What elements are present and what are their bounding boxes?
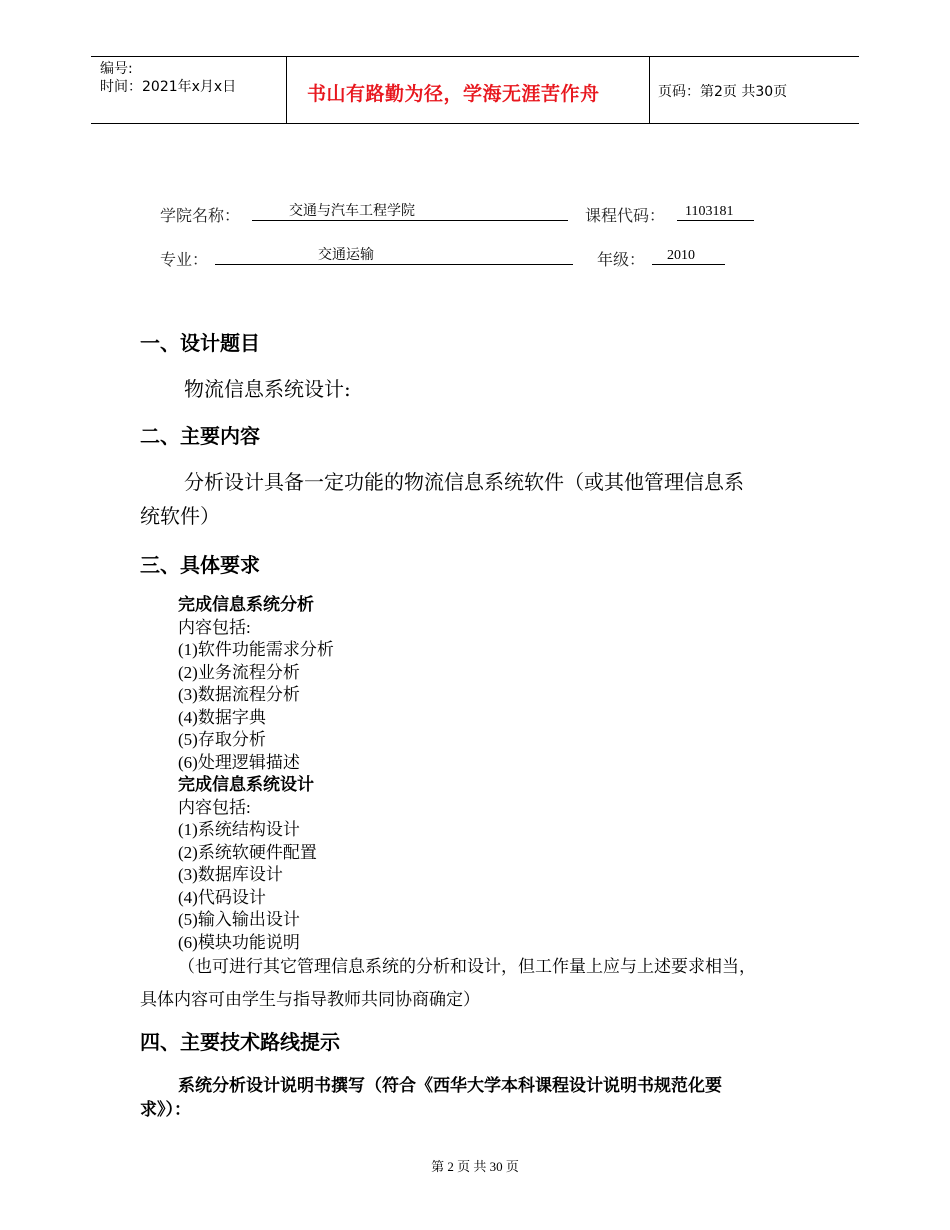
college-field <box>252 202 568 221</box>
college-label: 学院名称： <box>160 206 241 225</box>
course-code-value: 1103181 <box>685 204 734 219</box>
section-4-title: 四、主要技术路线提示 <box>140 1030 340 1054</box>
major-label: 专业： <box>160 250 209 269</box>
list-item: (2)业务流程分析 <box>178 662 300 682</box>
design-intro: 内容包括: <box>178 797 251 817</box>
grade-value: 2010 <box>667 248 695 263</box>
major-field <box>215 246 573 265</box>
analysis-intro: 内容包括: <box>178 617 251 637</box>
list-item: (6)处理逻辑描述 <box>178 752 300 772</box>
number-label: 编号: <box>100 61 133 77</box>
document-header <box>91 56 859 124</box>
time-label: 时间：2021年x月x日 <box>100 79 237 95</box>
requirements-note-line2: 具体内容可由学生与指导教师共同协商确定） <box>140 990 480 1009</box>
section-4-text-line1: 系统分析设计说明书撰写（符合《西华大学本科课程设计说明书规范化要 <box>178 1076 722 1096</box>
header-motto-cell <box>287 57 650 123</box>
college-value: 交通与汽车工程学院 <box>289 204 415 219</box>
section-4-text-line2: 求》）： <box>140 1100 191 1120</box>
list-item: (2)系统软硬件配置 <box>178 842 317 862</box>
page-footer: 第 2 页 共 30 页 <box>431 1159 519 1174</box>
section-2-text-line2: 统软件） <box>140 504 220 528</box>
list-item: (3)数据流程分析 <box>178 685 300 704</box>
list-item: (5)存取分析 <box>178 730 266 749</box>
list-item: (1)软件功能需求分析 <box>178 640 334 659</box>
header-page-info: 页码：第2页 共30页 <box>658 84 788 100</box>
section-3-title: 三、具体要求 <box>140 553 260 577</box>
grade-field <box>652 246 725 265</box>
motto-text: 书山有路勤为径，学海无涯苦作舟 <box>307 83 600 105</box>
section-2-title: 二、主要内容 <box>140 424 260 448</box>
course-code-label: 课程代码： <box>585 206 666 225</box>
requirements-note-line1: （也可进行其它管理信息系统的分析和设计，但工作量上应与上述要求相当， <box>178 957 756 976</box>
section-1-title: 一、设计题目 <box>140 331 260 355</box>
header-page-cell <box>650 57 859 123</box>
design-title: 完成信息系统设计 <box>178 775 314 795</box>
section-1-text: 物流信息系统设计: <box>184 377 351 401</box>
header-meta-cell <box>91 57 287 123</box>
list-item: (3)数据库设计 <box>178 865 283 884</box>
list-item: (4)数据字典 <box>178 707 266 727</box>
analysis-title: 完成信息系统分析 <box>178 595 314 615</box>
requirements-list <box>178 594 334 954</box>
list-item: (1)系统结构设计 <box>178 820 300 839</box>
section-2-text-line1: 分析设计具备一定功能的物流信息系统软件（或其他管理信息系 <box>184 470 744 494</box>
course-code-field <box>677 202 754 221</box>
list-item: (6)模块功能说明 <box>178 932 300 952</box>
major-value: 交通运输 <box>318 248 374 263</box>
list-item: (5)输入输出设计 <box>178 910 300 929</box>
grade-label: 年级： <box>597 250 646 269</box>
list-item: (4)代码设计 <box>178 887 266 907</box>
